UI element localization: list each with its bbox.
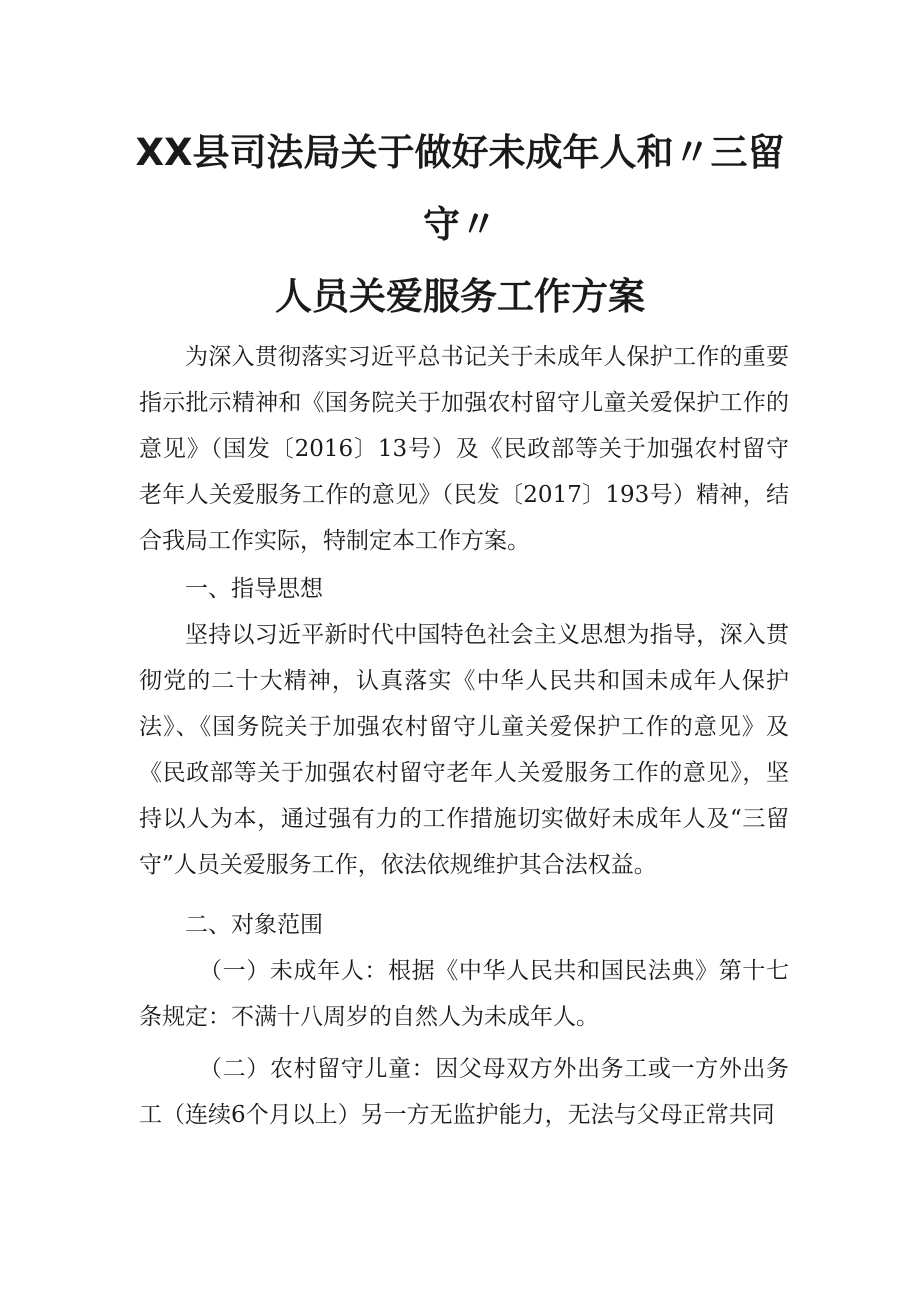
document-title-line-1: XX县司法局关于做好未成年人和〃三留 [135, 131, 785, 174]
scope-item-minors: （一）未成年人：根据《中华人民共和国民法典》第十七条规定：不满十八周岁的自然人为未成年人。 [139, 958, 789, 1030]
section-heading-scope: 二、对象范围 [185, 912, 323, 938]
scope-item-left-behind-children: （二）农村留守儿童：因父母双方外出务工或一方外出务工（连续6个月以上）另一方无监护能力，无法与父母正常共同 [139, 1056, 789, 1128]
document-title-line-2: 守〃 [423, 203, 497, 246]
guiding-ideology-paragraph: 坚持以习近平新时代中国特色社会主义思想为指导，深入贯彻党的二十大精神，认真落实《中华人民共和国未成年人保护法》、《国务院关于加强农村留守儿童关爱保护工作的意见》及《民政部等关于加强农村留守老年人关爱服务工作的意见》，坚持以人为本，通过强有力的工作措施切实做好未成年人及“三留守”人员关爱服务工作，依法依规维护其合法权益。 [139, 622, 789, 878]
document-title-line-3: 人员关爱服务工作方案 [275, 275, 645, 318]
section-heading-guiding-ideology: 一、指导思想 [185, 576, 323, 602]
intro-paragraph: 为深入贯彻落实习近平总书记关于未成年人保护工作的重要指示批示精神和《国务院关于加强农村留守儿童关爱保护工作的意见》（国发〔2016〕13号）及《民政部等关于加强农村留守老年人关爱服务工作的意见》（民发〔2017〕193号）精神，结合我局工作实际，特制定本工作方案。 [139, 344, 789, 554]
